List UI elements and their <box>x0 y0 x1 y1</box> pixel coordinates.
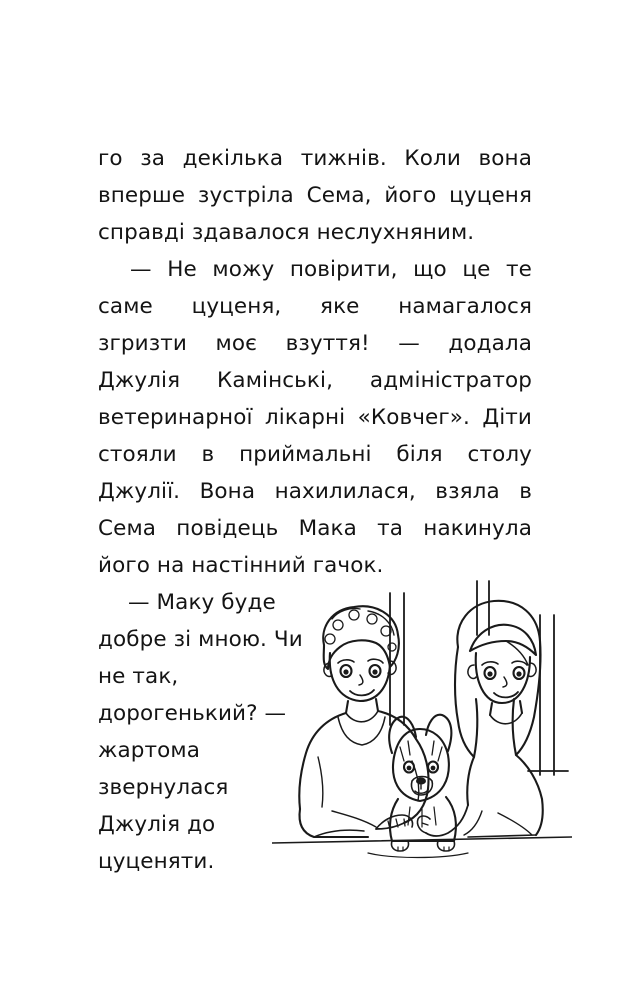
paragraph-2: — Не можу повірити, що це те саме цуценя, яке намагалося згризти моє взуття! — додала Джулія Камінські, адміністратор ветеринарної лікарні «Ковчег». Діти стояли в приймальні біля столу Джулії. Вона нахилилася, взяла в Сема повідець Мака та накинула його на настінний гачок. <box>98 257 532 578</box>
girl-figure <box>417 601 542 837</box>
illustration-children-with-puppy <box>272 575 572 895</box>
paragraph-3: — Маку буде добре зі мною. Чи не так, дорогенький? — жартома звернулася Джулія до цуценяти. <box>98 590 303 874</box>
ground-shadow <box>368 853 468 858</box>
paragraph-1: го за декілька тижнів. Коли вона вперше зустріла Сема, його цуценя справді здавалося неслухняним. <box>98 146 532 245</box>
background-lines <box>390 581 568 775</box>
